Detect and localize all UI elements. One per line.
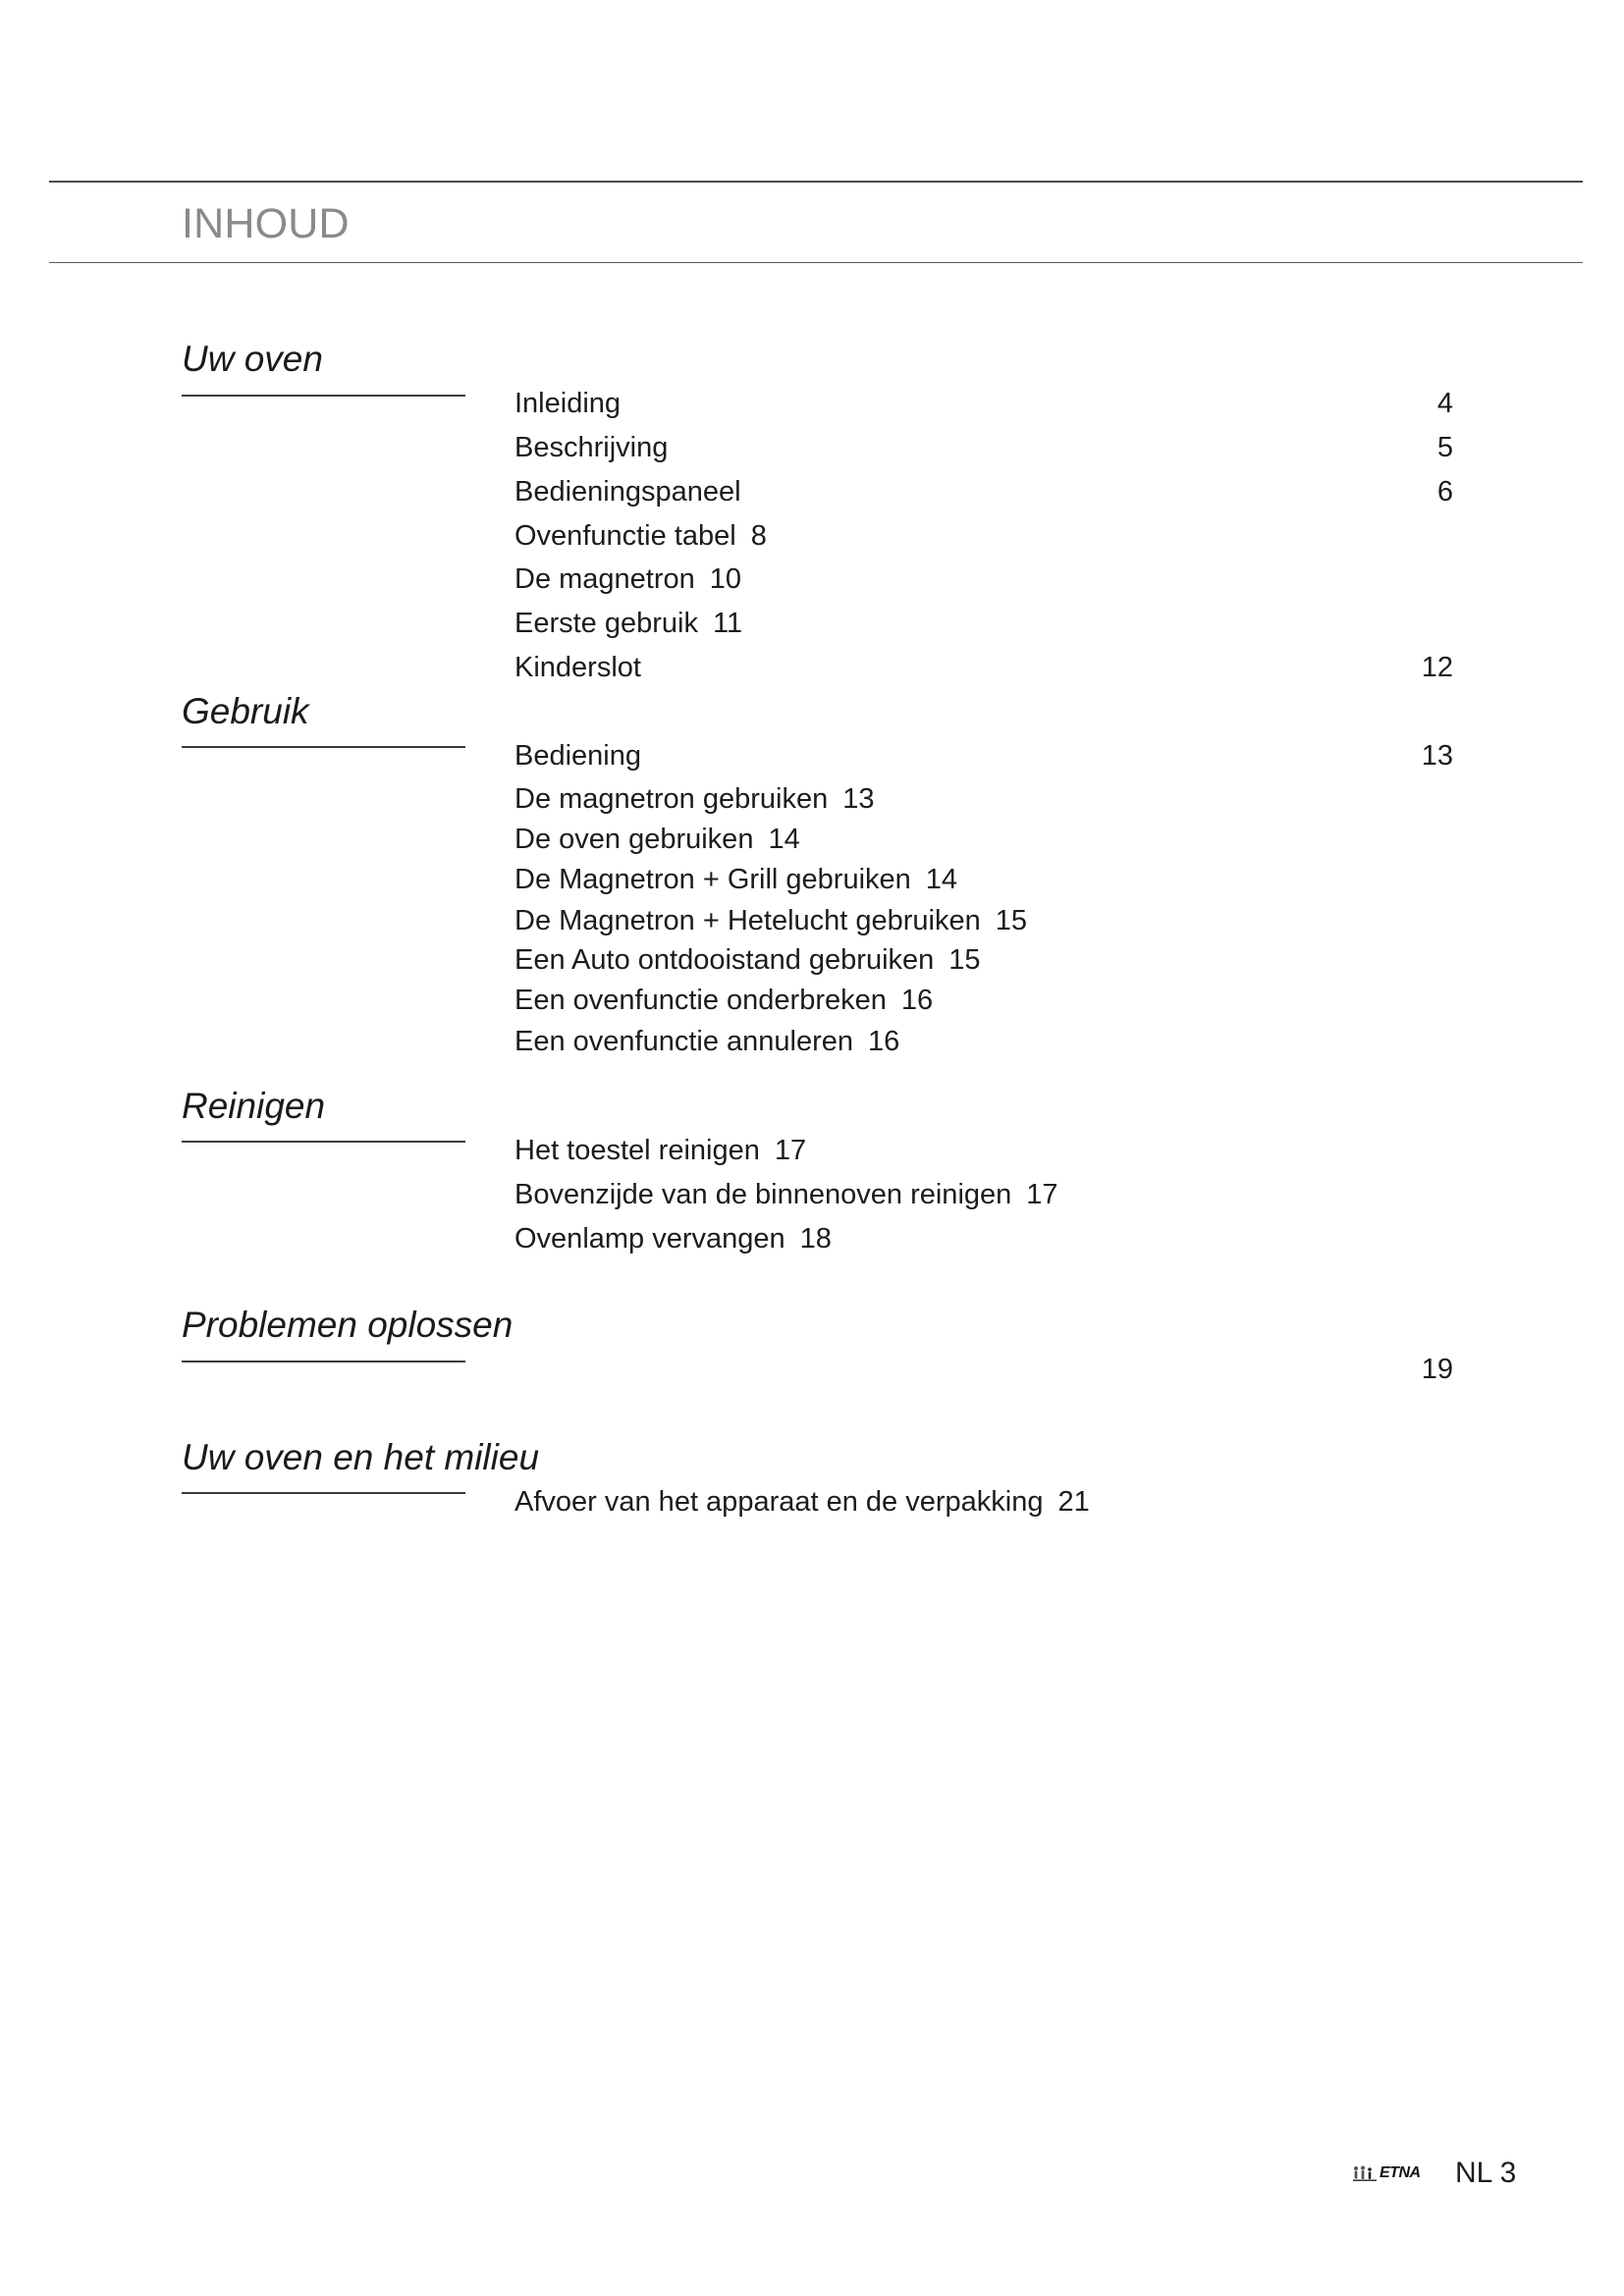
toc-page-number: 14 bbox=[925, 864, 958, 895]
toc-entry-label: Een Auto ontdooistand gebruiken bbox=[514, 944, 935, 976]
toc-entry bbox=[514, 946, 981, 975]
people-icon bbox=[1352, 2164, 1378, 2182]
toc-entry bbox=[514, 1181, 1058, 1209]
toc-page-number: 19 bbox=[1421, 1354, 1453, 1385]
section-underline bbox=[182, 1361, 465, 1362]
section-underline bbox=[182, 395, 465, 397]
toc-entry bbox=[514, 522, 767, 551]
toc-page-number: 21 bbox=[1057, 1486, 1090, 1518]
toc-page-number: 16 bbox=[900, 985, 934, 1016]
toc-entry-label: Het toestel reinigen bbox=[514, 1135, 760, 1166]
toc-entry bbox=[514, 826, 800, 854]
toc-entry-label: Bovenzijde van de binnenoven reinigen bbox=[514, 1179, 1012, 1210]
toc-entry-label: Eerste gebruik bbox=[514, 608, 698, 639]
toc-page-number: 18 bbox=[799, 1223, 832, 1255]
section-title-uw-oven-en-het-milieu: Uw oven en het milieu bbox=[182, 1437, 540, 1477]
top-rule bbox=[49, 181, 1583, 183]
page-number: NL 3 bbox=[1455, 2157, 1517, 2189]
toc-page-number: 12 bbox=[1421, 652, 1453, 683]
toc-entry bbox=[514, 1225, 832, 1254]
toc-page-number: 14 bbox=[768, 824, 800, 855]
toc-page-number: 5 bbox=[1436, 432, 1453, 463]
toc-entry bbox=[514, 1028, 899, 1056]
toc-entry bbox=[514, 390, 621, 418]
page-title: INHOUD bbox=[182, 200, 350, 247]
toc-entry-label: Bediening bbox=[514, 740, 641, 772]
toc-entry-label: Kinderslot bbox=[514, 652, 641, 683]
toc-page-number: 6 bbox=[1436, 476, 1453, 507]
toc-page-number: 8 bbox=[750, 520, 767, 552]
toc-page-number: 17 bbox=[774, 1135, 807, 1166]
section-title-uw-oven: Uw oven bbox=[182, 339, 323, 379]
toc-page-number: 13 bbox=[842, 783, 875, 815]
brand-logo bbox=[1352, 2163, 1421, 2184]
toc-page-number: 17 bbox=[1026, 1179, 1058, 1210]
toc-entry-label: De oven gebruiken bbox=[514, 824, 754, 855]
toc-entry-label: De magnetron bbox=[514, 563, 695, 595]
toc-page-number: 10 bbox=[709, 563, 742, 595]
toc-entry bbox=[514, 907, 1027, 935]
toc-entry-label: De Magnetron + Grill gebruiken bbox=[514, 864, 911, 895]
toc-entry bbox=[514, 866, 957, 894]
toc-entry-label: De Magnetron + Hetelucht gebruiken bbox=[514, 905, 981, 936]
section-underline bbox=[182, 1141, 465, 1143]
toc-page-number: 16 bbox=[868, 1026, 900, 1057]
section-title-reinigen: Reinigen bbox=[182, 1086, 326, 1126]
section-title-problemen-oplossen: Problemen oplossen bbox=[182, 1305, 514, 1345]
toc-entry-label: Inleiding bbox=[514, 388, 622, 419]
section-title-gebruik: Gebruik bbox=[182, 691, 309, 731]
toc-page-number: 4 bbox=[1436, 388, 1453, 419]
toc-entry-label: Bedieningspaneel bbox=[514, 476, 741, 507]
toc-entry-label: Afvoer van het apparaat en de verpakking bbox=[514, 1486, 1044, 1518]
toc-entry bbox=[514, 1488, 1090, 1517]
toc-entry-label: Een ovenfunctie annuleren bbox=[514, 1026, 854, 1057]
toc-entry bbox=[514, 610, 742, 638]
toc-entry bbox=[514, 742, 641, 771]
toc-entry-label: Ovenlamp vervangen bbox=[514, 1223, 785, 1255]
toc-entry-label: De magnetron gebruiken bbox=[514, 783, 829, 815]
toc-entry bbox=[514, 987, 933, 1015]
brand-name: ETNA bbox=[1380, 2164, 1421, 2181]
section-underline bbox=[182, 1492, 465, 1494]
toc-entry bbox=[514, 478, 741, 507]
toc-entry-label: Beschrijving bbox=[514, 432, 669, 463]
section-underline bbox=[182, 746, 465, 748]
toc-entry bbox=[514, 434, 668, 462]
title-rule bbox=[49, 262, 1583, 263]
toc-entry bbox=[514, 1137, 806, 1165]
toc-entry bbox=[514, 785, 874, 814]
toc-page-number: 13 bbox=[1421, 740, 1453, 772]
toc-page-number: 11 bbox=[713, 608, 743, 639]
toc-page-number: 15 bbox=[948, 944, 981, 976]
toc-entry-label: Een ovenfunctie onderbreken bbox=[514, 985, 887, 1016]
toc-page-number: 15 bbox=[995, 905, 1028, 936]
toc-entry bbox=[514, 654, 641, 682]
toc-entry bbox=[514, 565, 741, 594]
toc-entry-label: Ovenfunctie tabel bbox=[514, 520, 736, 552]
